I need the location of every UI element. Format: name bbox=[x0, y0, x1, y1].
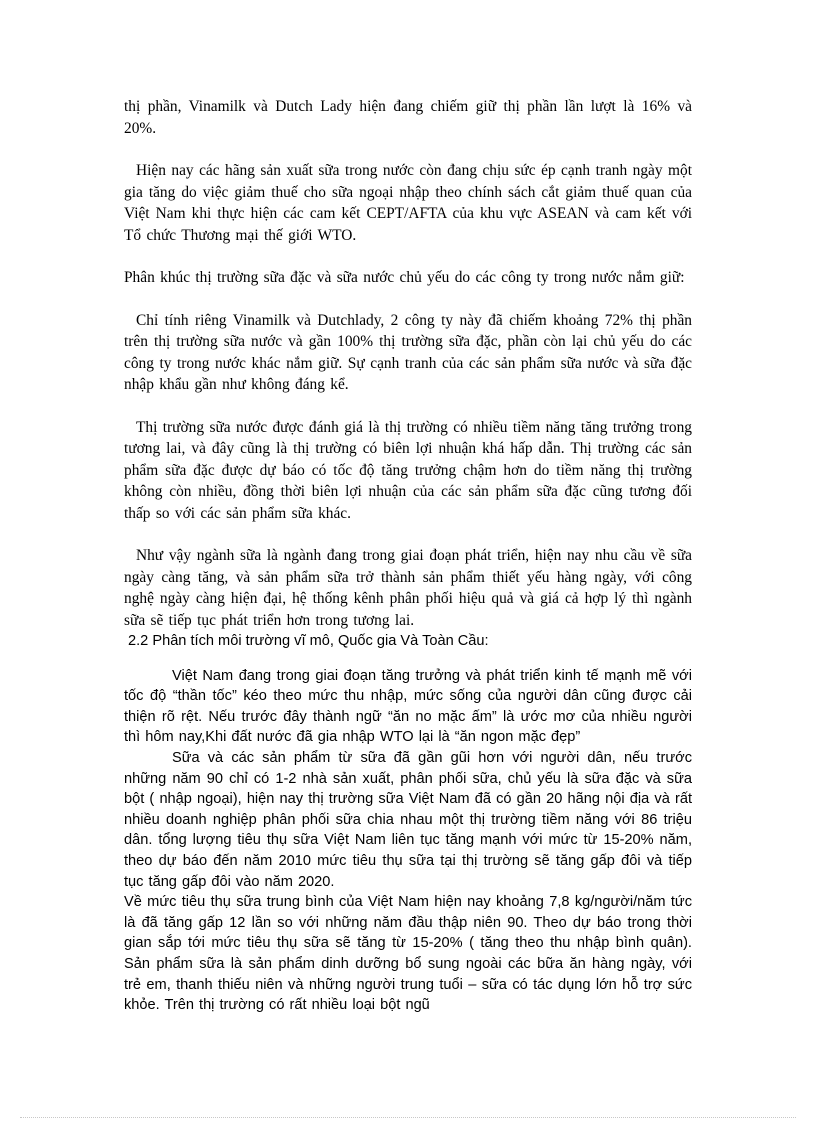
page-bottom-rule bbox=[20, 1117, 796, 1118]
document-page bbox=[124, 96, 692, 1016]
paragraph-market-share: thị phần, Vinamilk và Dutch Lady hiện đang chiếm giữ thị phần lần lượt là 16% và 20%. bbox=[124, 98, 692, 137]
paragraph-milk-products: Sữa và các sản phẩm từ sữa đã gần gũi hơn với người dân, nếu trước những năm 90 chỉ có 1-2 nhà sản xuất, phân phối sữa, chủ yếu là sữa đặc và sữa bột ( nhập ngoại), hiện nay thị trường sữa Việt Nam đã có gần 20 hãng nội địa và rất nhiều doanh nghiệp phân phối sữa chia nhau một thị trường tiềm năng với 86 triệu dân. tổng lượng tiêu thụ sữa Việt Nam liên tục tăng mạnh với mức từ 15-20% năm, theo dự báo đến năm 2010 mức tiêu thụ sữa tại thị trường sẽ tăng gấp đôi và tiếp tục tăng gấp đôi vào năm 2020. bbox=[124, 749, 692, 890]
paragraph-competition-pressure: Hiện nay các hãng sản xuất sữa trong nước còn đang chịu sức ép cạnh tranh ngày một gia tăng do việc giảm thuế cho sữa ngoại nhập theo chính sách cắt giảm thuế quan của Việt Nam khi thực hiện các cam kết CEPT/AFTA của khu vực ASEAN và cam kết với Tổ chức Thương mại thế giới WTO. bbox=[124, 162, 692, 244]
paragraph-industry-outlook: Như vậy ngành sữa là ngành đang trong giai đoạn phát triển, hiện nay nhu cầu về sữa ngày càng tăng, và sản phẩm sữa trở thành sản phẩm thiết yếu hàng ngày, với công nghệ ngày càng hiện đại, hệ thống kênh phân phối hiệu quả và giá cả hợp lý thì ngành sữa sẽ tiếp tục phát triển hơn trong tương lai. bbox=[124, 547, 692, 629]
paragraph-vietnam-growth: Việt Nam đang trong giai đoạn tăng trưởng và phát triển kinh tế mạnh mẽ với tốc độ “thần tốc” kéo theo mức thu nhập, mức sống của người dân cũng được cải thiện rõ rệt. Nếu trước đây thành ngữ “ăn no mặc ấm” là ước mơ của nhiều người thì hôm nay,Khi đất nước đã gia nhập WTO lại là “ăn ngon mặc đẹp” bbox=[124, 667, 692, 746]
paragraph-liquid-milk-market: Thị trường sữa nước được đánh giá là thị trường có nhiều tiềm năng tăng trưởng trong tương lai, và đây cũng là thị trường có biên lợi nhuận khá hấp dẫn. Thị trường các sản phẩm sữa đặc được dự báo có tốc độ tăng trưởng chậm hơn do tiềm năng thị trường không còn nhiều, đồng thời biên lợi nhuận của các sản phẩm sữa đặc cũng tương đối thấp so với các sản phẩm sữa khác. bbox=[124, 418, 692, 522]
paragraph-consumption: Về mức tiêu thụ sữa trung bình của Việt Nam hiện nay khoảng 7,8 kg/người/năm tức là đã tăng gấp 12 lần so với những năm đầu thập niên 90. Theo dự báo trong thời gian sắp tới mức tiêu thụ sữa sẽ tăng từ 15-20% ( tăng theo thu nhập bình quân). Sản phẩm sữa là sản phẩm dinh dưỡng bổ sung ngoài các bữa ăn hàng ngày, với trẻ em, thanh thiếu niên và những người trung tuổi – sữa có tác dụng lớn hỗ trợ sức khỏe. Trên thị trường có rất nhiều loại bột ngũ bbox=[124, 894, 692, 1014]
paragraph-vinamilk-dutchlady: Chỉ tính riêng Vinamilk và Dutchlady, 2 công ty này đã chiếm khoảng 72% thị phần trên thị trường sữa nước và gần 100% thị trường sữa đặc, phần còn lại chủ yếu do các công ty trong nước khác nắm giữ. Sự cạnh tranh của các sản phẩm sữa nước và sữa đặc nhập khẩu gần như không đáng kể. bbox=[124, 311, 692, 393]
paragraph-market-segment: Phân khúc thị trường sữa đặc và sữa nước chủ yếu do các công ty trong nước nắm giữ: bbox=[124, 269, 685, 286]
section-heading: 2.2 Phân tích môi trường vĩ mô, Quốc gia Và Toàn Cầu: bbox=[128, 633, 489, 649]
